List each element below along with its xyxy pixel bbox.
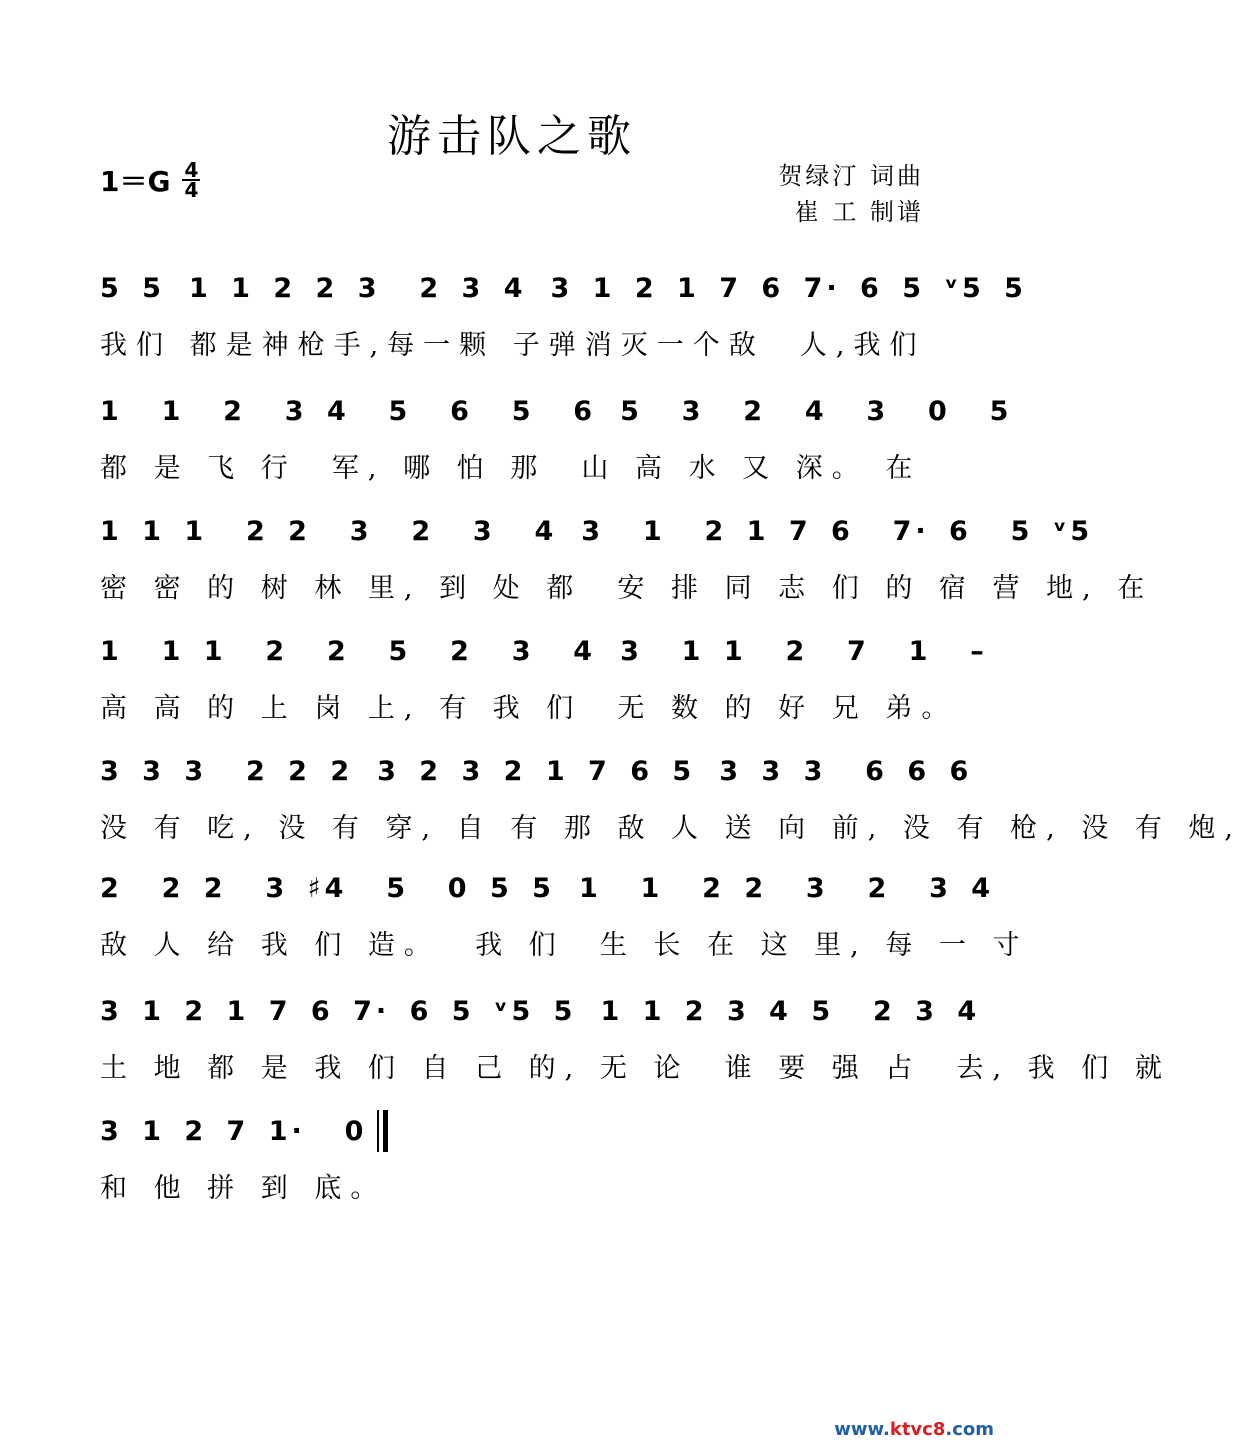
measure-notes: 3 3 3 6 6 6 [719,755,973,787]
staff-line [100,745,1242,853]
song-title: 游击队之歌 [387,111,637,162]
lyrics-row: 我们 都是神枪手,每一颗 子弹消灭一个敌 人,我们 [100,329,926,361]
measure-notes: 3 2 3 2 1 7 6 5 [377,755,696,787]
measure-notes: 1 1 1 2 2 5 2 3 4 [100,635,597,667]
time-denominator: 4 [184,178,199,202]
credits [778,158,924,230]
notes-row [100,1105,930,1157]
lyrics-row: 都 是 飞 行 军, 哪 怕 那 山 高 水 又 深。 在 [100,452,922,484]
notes-row [100,262,1027,314]
final-barline-thick [383,1110,388,1152]
measure-notes: 3 1 2 1 7 6 7· 6 5 ᵛ5 [581,515,1094,547]
watermark-brand: ktvc8 [889,1419,946,1440]
staff-line [100,862,1029,970]
notes-row [100,505,1094,557]
measure-notes: 5 3 2 4 3 0 5 [620,395,1013,427]
notes-row [100,745,973,797]
lyrics-row: 高 高 的 上 岗 上, 有 我 们 无 数 的 好 兄 弟。 [100,692,958,724]
time-numerator: 4 [184,158,199,182]
measure-notes: 3 1 2 1 7 6 7· 6 5 ᵛ5 5 [100,995,577,1027]
credit-transcriber: 崔 工 制谱 [794,198,924,226]
measure-notes: 1 1 2 2 3 2 3 4 [578,872,995,904]
time-signature [182,158,200,202]
measure-notes: 3 1 2 7 1· 0 [100,1115,368,1147]
measure-notes: 1 1 2 2 3 2 3 4 [188,272,527,304]
measure-notes: 3 1 2 1 7 6 7· 6 5 ᵛ5 5 [550,272,1027,304]
watermark [834,1419,994,1440]
staff-line [100,385,1013,493]
staff-line [100,625,988,733]
staff-line [100,505,1154,613]
key-signature [100,160,200,200]
measure-notes: 1 1 2 3 4 5 2 3 4 [600,995,981,1027]
measure-notes: 1 1 1 2 2 3 2 3 4 [100,515,558,547]
notes-row [100,625,988,677]
staff-line [100,262,1027,370]
notes-row [100,385,1013,437]
watermark-domain: .com [945,1419,994,1440]
notes-row [100,985,981,1037]
measure-notes: 5 5 [100,272,165,304]
measure-notes: 3 3 3 2 2 2 [100,755,354,787]
lyrics-row: 没 有 吃, 没 有 穿, 自 有 那 敌 人 送 向 前, 没 有 枪, 没 有 炮, [100,812,1242,844]
credit-composer: 贺绿汀 词曲 [778,162,924,190]
measure-notes: 3 1 1 2 7 1 – [620,635,988,667]
lyrics-row: 土 地 都 是 我 们 自 己 的, 无 论 谁 要 强 占 去, 我 们 就 [100,1052,1171,1084]
measure-notes: 2 2 2 3 ♯4 5 0 5 5 [100,872,555,904]
staff-line [100,985,1171,1093]
lyrics-row: 敌 人 给 我 们 造。 我 们 生 长 在 这 里, 每 一 寸 [100,929,1029,961]
watermark-www: www. [834,1419,890,1440]
notes-row [100,862,995,914]
lyrics-row: 和 他 拼 到 底。 [100,1172,387,1204]
key-label: 1＝G [100,165,171,198]
staff-line [100,1105,930,1213]
lyrics-row: 密 密 的 树 林 里, 到 处 都 安 排 同 志 们 的 宿 营 地, 在 [100,572,1154,604]
measure-notes: 1 1 2 3 4 5 6 5 6 [100,395,597,427]
final-barline-thin [377,1110,379,1152]
